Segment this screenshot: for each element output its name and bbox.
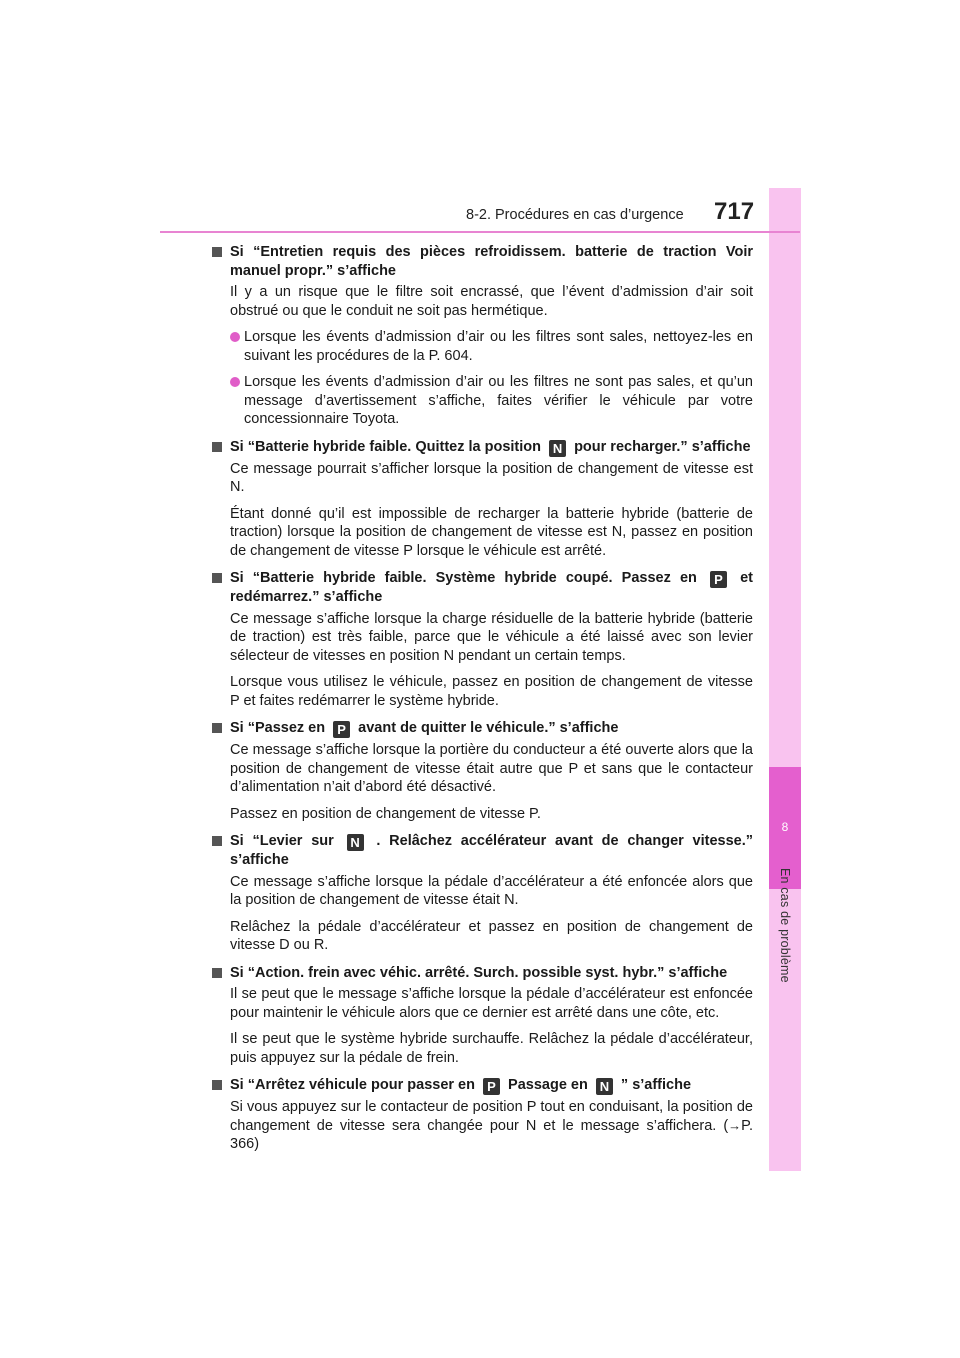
square-bullet-icon (212, 1080, 222, 1090)
heading-text: et redémarrez.” s’affiche (230, 570, 754, 605)
section-heading (210, 438, 753, 457)
heading-text: avant de quitter le véhicule.” s’affiche (358, 720, 619, 736)
paragraph: Ce message pourrait s’afficher lorsque la position de changement de vitesse est N. (230, 460, 753, 495)
section-battery-cooling (210, 243, 753, 429)
section-title: 8-2. Procédures en cas d’urgence (466, 207, 684, 223)
paragraph: Relâchez la pédale d’accélérateur et passez en position de changement de vitesse D ou R. (230, 918, 753, 953)
arrow-right-icon: → (728, 1117, 742, 1133)
chapter-number: 8 (781, 820, 789, 834)
section-heading (210, 569, 753, 607)
paragraph: Passez en position de changement de vitesse P. (230, 805, 541, 822)
paragraph-text: ) (254, 1136, 260, 1152)
paragraph: Il se peut que le message s’affiche lorsque la pédale d’accélérateur est enfoncée pour maintenir le véhicule alors que ce dernier est arrêté dans une côte, etc. (230, 986, 753, 1021)
section-heading (210, 964, 753, 983)
shift-n-icon: N (549, 440, 566, 457)
page-reference-link[interactable]: P. 366 (230, 1117, 753, 1152)
square-bullet-icon (212, 836, 222, 846)
list-item (210, 328, 753, 365)
list-item-text: Lorsque les évents d’admission d’air ou les filtres ne sont pas sales, et qu’un message d’avertissement s’affiche, faites vérifier le véhicule par votre concessionnaire Toyota. (244, 374, 753, 427)
section-heading (210, 1076, 753, 1095)
heading-text: Si “Batterie hybride faible. Système hybride coupé. Passez en (230, 570, 697, 586)
section-brake-overheat (210, 964, 753, 1068)
circle-bullet-icon (230, 332, 240, 342)
heading-text: Si “Arrêtez véhicule pour passer en (230, 1077, 475, 1093)
chapter-side-tab (769, 188, 801, 1171)
paragraph-text: Si vous appuyez sur le contacteur de position P tout en conduisant, la position de changement de vitesse sera changée pour N et le message s’affichera. ( (230, 1099, 753, 1134)
page-number: 717 (714, 198, 755, 225)
section-heading (210, 243, 753, 280)
shift-n-icon: N (347, 834, 364, 851)
heading-text: Si “Action. frein avec véhic. arrêté. Surch. possible syst. hybr.” s’affiche (230, 964, 728, 981)
header-divider (160, 231, 800, 233)
shift-p-icon: P (710, 571, 727, 588)
heading-text: ” s’affiche (620, 1077, 692, 1093)
section-battery-low-n (210, 438, 753, 561)
page-content (210, 240, 753, 1154)
section-battery-low-system-off (210, 569, 753, 710)
paragraph: Ce message s’affiche lorsque la charge résiduelle de la batterie hybride (batterie de traction) est très faible, parce que le véhicule a été laissé avec son levier sélecteur de vitesses en position N pendant un certain temps. (230, 610, 753, 664)
heading-text: Si “Passez en (230, 720, 326, 736)
shift-n-icon: N (596, 1078, 613, 1095)
shift-p-icon: P (483, 1078, 500, 1095)
section-heading (210, 719, 753, 738)
square-bullet-icon (212, 723, 222, 733)
square-bullet-icon (212, 573, 222, 583)
paragraph: Ce message s’affiche lorsque la portière du conducteur a été ouverte alors que la position de changement de vitesse était autre que P et sans que le contacteur d’alimentation n’ait d’abord été désactivé. (230, 742, 753, 795)
circle-bullet-icon (230, 377, 240, 387)
chapter-label: En cas de problème (778, 868, 792, 983)
paragraph (210, 1098, 753, 1154)
square-bullet-icon (212, 968, 222, 978)
section-stop-vehicle (210, 1076, 753, 1154)
heading-text: Si “Entretien requis des pièces refroidissem. batterie de traction Voir manuel propr.” s’affiche (230, 244, 753, 279)
section-lever-on-n (210, 832, 753, 955)
paragraph: Lorsque vous utilisez le véhicule, passez en position de changement de vitesse P et faites redémarrer le système hybride. (230, 674, 753, 709)
paragraph: Il se peut que le système hybride surchauffe. Relâchez la pédale d’accélérateur, puis appuyez sur la pédale de frein. (230, 1031, 753, 1066)
paragraph: Il y a un risque que le filtre soit encrassé, que l’évent d’admission d’air soit obstrué ou que le conduit ne soit pas hermétique. (230, 284, 753, 319)
heading-text: Passage en (508, 1077, 588, 1093)
heading-text: pour recharger.” s’affiche (574, 438, 751, 455)
square-bullet-icon (212, 247, 222, 257)
paragraph: Étant donné qu’il est impossible de recharger la batterie hybride (batterie de traction) lorsque la position de changement de vitesse est N, passez en position de changement de vitesse P lorsque le véhicule est arrêté. (230, 505, 753, 559)
heading-text: Si “Levier sur (230, 833, 334, 849)
section-shift-to-p (210, 719, 753, 823)
paragraph: Ce message s’affiche lorsque la pédale d’accélérateur a été enfoncée alors que la position de changement de vitesse était N. (230, 873, 753, 908)
section-heading (210, 832, 753, 870)
shift-p-icon: P (333, 721, 350, 738)
list-item-text: Lorsque les évents d’admission d’air ou les filtres sont sales, nettoyez-les en suivant les procédures de la P. 604. (244, 329, 753, 364)
list-item (210, 373, 753, 429)
heading-text: Si “Batterie hybride faible. Quittez la position (230, 438, 541, 455)
square-bullet-icon (212, 442, 222, 452)
heading-text: . Relâchez accélérateur avant de changer vitesse.” s’affiche (230, 833, 754, 868)
